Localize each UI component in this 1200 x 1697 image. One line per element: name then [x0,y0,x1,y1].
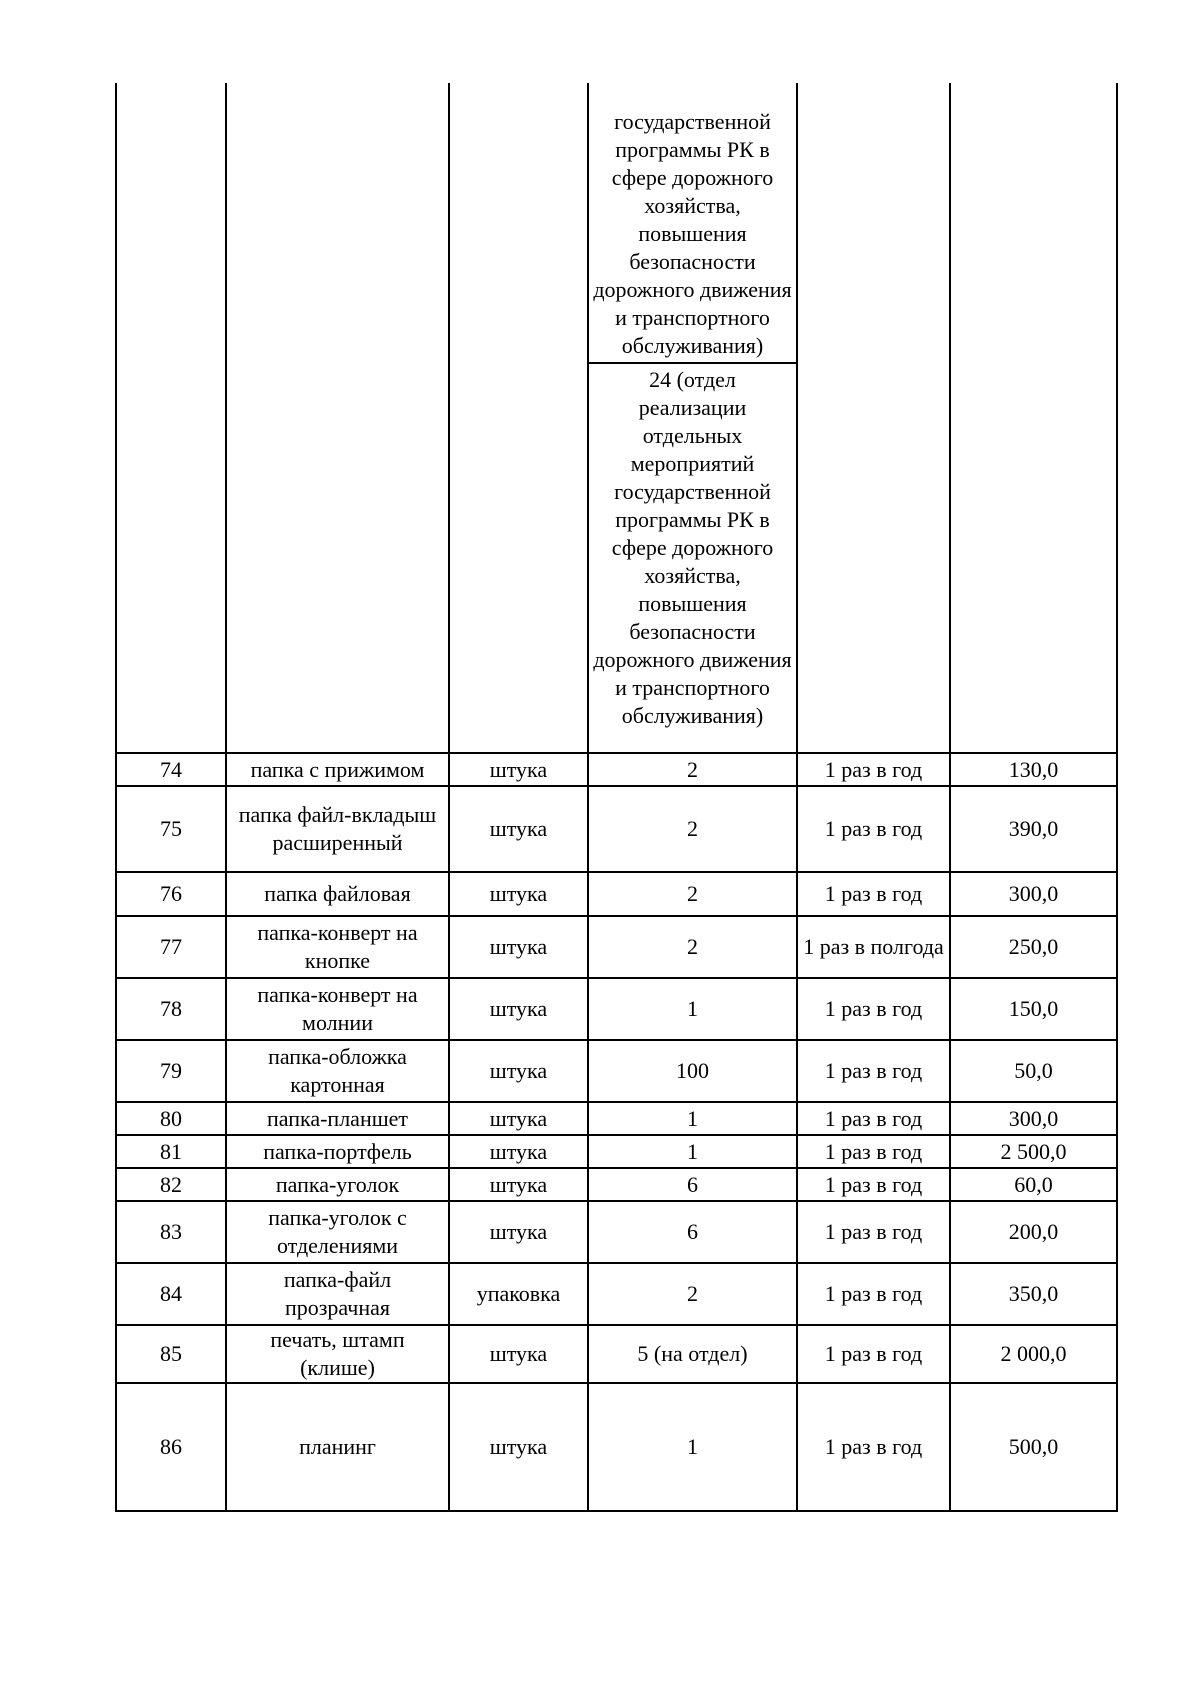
table-row [116,1263,1117,1325]
price-cell: 130,0 [950,753,1117,786]
period-cell: 1 раз в год [797,753,950,786]
table-row [116,1135,1117,1168]
table-row [116,872,1117,916]
price-cell: 500,0 [950,1383,1117,1511]
continuation-qty-fragment-bottom: 24 (отдел реализации отдельных мероприятий государственной программы РК в сфере дорожного хозяйства, повышения безопасности дорожного движения и транспортного обслуживания) [588,363,797,753]
table-row [116,916,1117,978]
row-number-cell: 80 [116,1102,226,1135]
period-cell: 1 раз в год [797,1325,950,1383]
quantity-cell: 2 [588,1263,797,1325]
price-cell: 50,0 [950,1040,1117,1102]
row-number-cell: 84 [116,1263,226,1325]
period-cell: 1 раз в год [797,1168,950,1201]
quantity-cell: 2 [588,916,797,978]
row-number-cell: 81 [116,1135,226,1168]
price-cell: 60,0 [950,1168,1117,1201]
continuation-unit-cell [449,83,588,753]
period-cell: 1 раз в год [797,1201,950,1263]
table-row [116,1168,1117,1201]
quantity-cell: 1 [588,1102,797,1135]
unit-cell: штука [449,1168,588,1201]
table-row [116,786,1117,872]
item-name-cell: папка файловая [226,872,449,916]
quantity-cell: 2 [588,753,797,786]
period-cell: 1 раз в год [797,1135,950,1168]
item-name-cell: папка-уголок [226,1168,449,1201]
continuation-period-cell [797,83,950,753]
quantity-cell: 1 [588,1135,797,1168]
item-name-cell: папка-уголок с отделениями [226,1201,449,1263]
item-name-cell: папка-портфель [226,1135,449,1168]
supply-norms-table [115,83,1118,1512]
unit-cell: штука [449,1201,588,1263]
item-name-cell: планинг [226,1383,449,1511]
item-name-cell: папка с прижимом [226,753,449,786]
quantity-cell: 6 [588,1168,797,1201]
period-cell: 1 раз в полгода [797,916,950,978]
quantity-cell: 5 (на отдел) [588,1325,797,1383]
continuation-qty-fragment-top: государственной программы РК в сфере дорожного хозяйства, повышения безопасности дорожного движения и транспортного обслуживания) [588,83,797,363]
price-cell: 300,0 [950,1102,1117,1135]
unit-cell: штука [449,1135,588,1168]
quantity-cell: 1 [588,1383,797,1511]
period-cell: 1 раз в год [797,1383,950,1511]
quantity-cell: 100 [588,1040,797,1102]
unit-cell: штука [449,978,588,1040]
table-row [116,978,1117,1040]
period-cell: 1 раз в год [797,978,950,1040]
unit-cell: упаковка [449,1263,588,1325]
row-number-cell: 83 [116,1201,226,1263]
item-name-cell: папка-файл прозрачная [226,1263,449,1325]
period-cell: 1 раз в год [797,872,950,916]
quantity-cell: 6 [588,1201,797,1263]
quantity-cell: 2 [588,786,797,872]
item-name-cell: печать, штамп (клише) [226,1325,449,1383]
period-cell: 1 раз в год [797,1263,950,1325]
unit-cell: штука [449,1040,588,1102]
unit-cell: штука [449,786,588,872]
period-cell: 1 раз в год [797,1102,950,1135]
table-body [116,83,1117,1511]
row-number-cell: 82 [116,1168,226,1201]
quantity-cell: 2 [588,872,797,916]
table-row [116,1040,1117,1102]
unit-cell: штука [449,1383,588,1511]
row-number-cell: 75 [116,786,226,872]
price-cell: 390,0 [950,786,1117,872]
unit-cell: штука [449,1325,588,1383]
unit-cell: штука [449,1102,588,1135]
unit-cell: штука [449,753,588,786]
price-cell: 150,0 [950,978,1117,1040]
period-cell: 1 раз в год [797,786,950,872]
table-row [116,1102,1117,1135]
continuation-price-cell [950,83,1117,753]
quantity-cell: 1 [588,978,797,1040]
row-number-cell: 77 [116,916,226,978]
unit-cell: штука [449,916,588,978]
table-row [116,1201,1117,1263]
item-name-cell: папка-конверт на молнии [226,978,449,1040]
unit-cell: штука [449,872,588,916]
row-number-cell: 85 [116,1325,226,1383]
price-cell: 250,0 [950,916,1117,978]
row-number-cell: 78 [116,978,226,1040]
row-number-cell: 79 [116,1040,226,1102]
table-row [116,1325,1117,1383]
row-number-cell: 86 [116,1383,226,1511]
price-cell: 2 500,0 [950,1135,1117,1168]
period-cell: 1 раз в год [797,1040,950,1102]
price-cell: 300,0 [950,872,1117,916]
item-name-cell: папка-конверт на кнопке [226,916,449,978]
row-number-cell: 76 [116,872,226,916]
table-row [116,1383,1117,1511]
continuation-row-top [116,83,1117,363]
row-number-cell: 74 [116,753,226,786]
item-name-cell: папка-обложка картонная [226,1040,449,1102]
price-cell: 2 000,0 [950,1325,1117,1383]
table-row [116,753,1117,786]
item-name-cell: папка файл-вкладыш расширенный [226,786,449,872]
item-name-cell: папка-планшет [226,1102,449,1135]
continuation-name-cell [226,83,449,753]
price-cell: 200,0 [950,1201,1117,1263]
price-cell: 350,0 [950,1263,1117,1325]
continuation-num-cell [116,83,226,753]
